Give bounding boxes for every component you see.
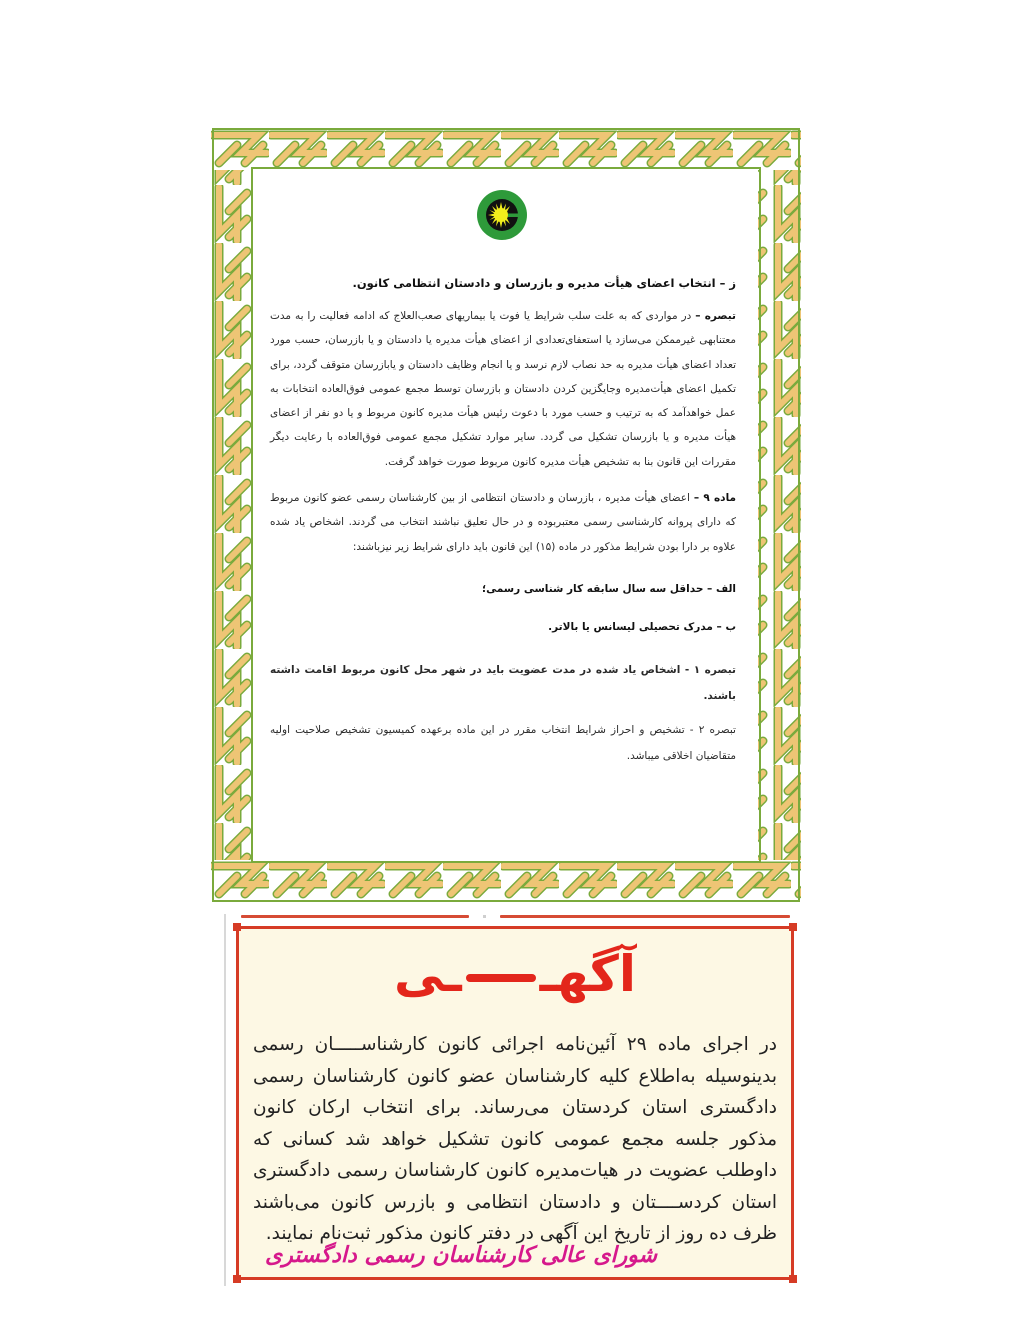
regulation-text [270, 275, 736, 769]
notice-body: در اجرای ماده ۲۹ آئین‌نامه اجرائی کانون کارشناســـــان رسمی بدینوسیله به‌اطلاع کلیه کارشناسان عضو کانون کارشناسان رسمی دادگستری استان کردستان می‌رساند. برای انتخاب ارکان کانون مذکور جلسه مجمع عمومی کانون تشکیل خواهد شد کسانی که داوطلب عضویت در هیات‌مدیره کانون کارشناسان رسمی دادگستری استان کردســــتان و دادستان انتظامی و بازرس کانون می‌باشند ظرف ده روز از تاریخ این آگهی در دفتر کانون مذکور ثبت‌نام نمایند. [253, 1034, 777, 1244]
article-9-text: اعضای هیأت مدیره ، بازرسان و دادستان انتظامی از بین کارشناسان رسمی عضو کانون مربوط که دارای پروانه کارشناسی رسمی معتبربوده و در حال تعلیق نباشند انتخاب می گردند. اشخاص یاد شده علاوه بر دارا بودن شرایط مذکور در ماده (۱۵) این قانون باید دارای شرایط زیر نیزباشند: [270, 492, 736, 553]
notice-box [236, 926, 794, 1280]
corner-ornament [233, 923, 241, 931]
section-heading: ز – انتخاب اعضای هیأت مدیره و بازرسان و دادستان انتظامی کانون. [352, 276, 736, 290]
notice-signature: شورای عالی کارشناسان رسمی دادگستری [265, 1243, 658, 1268]
title-kashida [466, 974, 536, 982]
notice-title-end: ـی [393, 945, 462, 1003]
note-1: تبصره ۱ - اشخاص یاد شده در مدت عضویت باید در شهر محل کانون مربوط اقامت داشته باشند. [270, 663, 736, 702]
notice-title [239, 941, 791, 1007]
organization-logo-icon [477, 190, 527, 240]
top-rule-right [500, 915, 790, 918]
left-divider [224, 914, 226, 1286]
corner-ornament [233, 1275, 241, 1283]
top-rule-left [241, 915, 469, 918]
tabsareh-text: در مواردی که به علت سلب شرایط یا فوت یا بیماریهای صعب‌العلاج که ادامه فعالیت را به مدت معتنابهی غیرممکن می‌سازد یا استعفای‌تعدادی از اعضای هیأت مدیره یا دادستان و یا بازرسان، حسب مورد تعداد اعضای هیأت مدیره به حد نصاب لازم نرسد و یا انجام وظایف دادستان و یابازرسان متوقف گردد، برای تکمیل اعضای هیأت‌مدیره وجایگزین کردن دادستان و بازرسان توسط مجمع عمومی فوق‌العاده انتخابات به عمل خواهدآمد که به ترتیب و حسب مورد با دعوت رئیس هیأت مدیره کانون مربوط و یا دو نفر از اعضای هیأت مدیره و یا بازرسان تشکیل می گردد. سایر موارد تشکیل مجمع عمومی فوق‌العاده با رعایت دیگر مقررات این قانون بنا به تشخیص هیأت مدیره کانون مربوط صورت خواهد گرفت. [270, 310, 736, 468]
rule-gap-dot [483, 915, 486, 918]
article-9-label: ماده ۹ – [693, 492, 737, 505]
notice-section [224, 912, 804, 1292]
tabsareh-paragraph [270, 304, 736, 474]
notice-title-start: آگهـ [539, 945, 636, 1003]
note-2: تبصره ۲ - تشخیص و احراز شرایط انتخاب مقرر در این ماده برعهده کمیسیون تشخیص صلاحیت اولیه متقاضیان اخلاقی میباشد. [270, 723, 736, 762]
corner-ornament [789, 1275, 797, 1283]
condition-alef: الف – حداقل سه سال سابقه کار شناسی رسمی؛ [481, 582, 736, 595]
article-9-paragraph [270, 486, 736, 559]
condition-be: ب – مدرک تحصیلی لیسانس یا بالاتر. [548, 620, 736, 633]
tabsareh-label: تبصره – [695, 310, 737, 322]
corner-ornament [789, 923, 797, 931]
